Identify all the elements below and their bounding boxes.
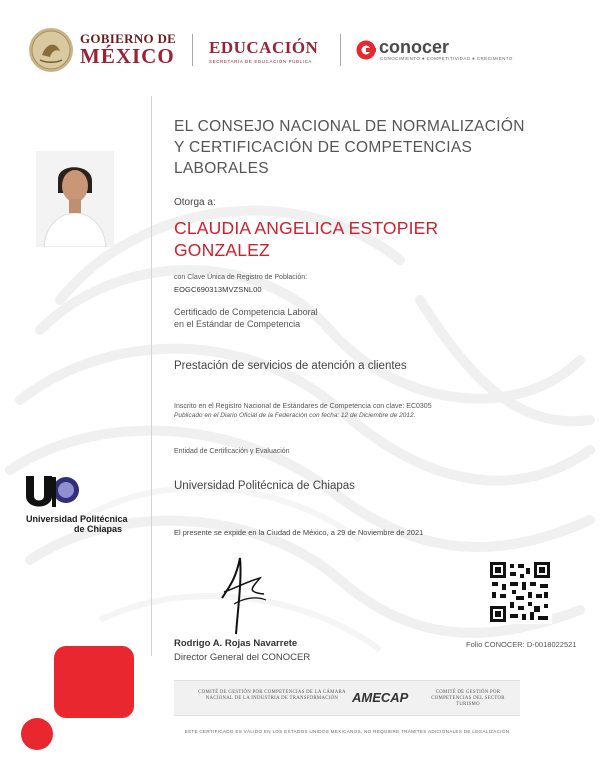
decorative-red-circle <box>21 718 53 750</box>
curp-label: con Clave Única de Registro de Población: <box>174 274 308 281</box>
conocer-tagline: CONOCIMIENTO ● COMPETITIVIDAD ● CRECIMIENTO <box>380 56 513 61</box>
signer-role: Director General del CONOCER <box>174 652 311 663</box>
mexico-label: MÉXICO <box>80 44 175 68</box>
sep-label: SECRETARÍA DE EDUCACIÓN PÚBLICA <box>209 59 313 64</box>
conocer-wordmark: conocer <box>379 37 450 57</box>
issue-place-date: El presente se expide en la Ciudad de México, a 29 de Noviembre de 2021 <box>174 528 424 537</box>
competency-standard: Prestación de servicios de atención a clientes <box>174 360 407 372</box>
curp-value: EOGC690313MVZSNL00 <box>174 285 262 294</box>
educacion-label: EDUCACIÓN <box>209 38 319 57</box>
validity-note: ESTE CERTIFICADO ES VÁLIDO EN LOS ESTADOS UNIDOS MEXICANOS, NO REQUIERE TRÁMITES ADICIONALES DE LEGALIZACIÓN <box>184 729 510 734</box>
decorative-red-square <box>54 646 134 718</box>
certificate-type <box>174 306 434 330</box>
grant-label: Otorga a: <box>174 197 216 208</box>
header-divider <box>340 34 341 66</box>
certificate-type-line: en el Estándar de Competencia <box>174 319 301 329</box>
qr-code <box>488 560 552 624</box>
up-name-line: de Chiapas <box>74 524 123 534</box>
portrait-image <box>36 151 114 247</box>
recipient-name: CLAUDIA ANGELICA ESTOPIER GONZALEZ <box>174 218 439 260</box>
publication-line: Publicado en el Diario Oficial de la Federación con fecha: 12 de Diciembre de 2012. <box>174 412 416 419</box>
header-divider <box>192 34 193 66</box>
gobierno-label: GOBIERNO DE <box>80 31 177 46</box>
national-seal-icon <box>28 27 74 73</box>
committee-canacintra: COMITÉ DE GESTIÓN POR COMPETENCIAS DE LA CÁMARA NACIONAL DE LA INDUSTRIA DE TRANSFORMACIÓN <box>198 690 346 701</box>
up-name-line: Universidad Politécnica <box>26 514 128 524</box>
signer-name: Rodrigo A. Rojas Navarrete <box>174 638 298 649</box>
conocer-logo-icon <box>356 40 376 60</box>
certificate-type-line: Certificado de Competencia Laboral <box>174 307 318 317</box>
folio-number: Folio CONOCER: D-0018022521 <box>466 640 577 649</box>
registry-line: Inscrito en el Registro Nacional de Estándares de Competencia con clave: EC0305 <box>174 403 432 410</box>
holder-photo <box>36 151 114 247</box>
entity-label: Entidad de Certificación y Evaluación <box>174 448 290 455</box>
issuer-title: EL CONSEJO NACIONAL DE NORMALIZACIÓN Y CERTIFICACIÓN DE COMPETENCIAS LABORALES <box>174 118 525 177</box>
amecap-logo: AMECAP <box>352 690 409 705</box>
signature <box>216 548 272 636</box>
entity-name: Universidad Politécnica de Chiapas <box>174 480 355 492</box>
vertical-divider <box>151 96 152 656</box>
up-logo-icon <box>24 474 82 510</box>
committee-turismo: COMITÉ DE GESTIÓN POR COMPETENCIAS DEL SECTOR TURISMO <box>431 690 505 707</box>
